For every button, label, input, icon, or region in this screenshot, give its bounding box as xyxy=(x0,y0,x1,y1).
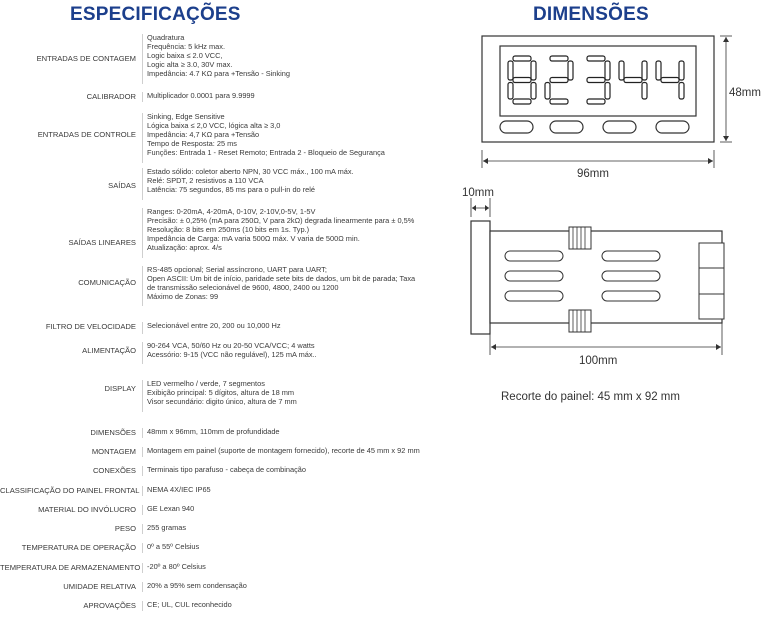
spec-row xyxy=(0,486,440,496)
spec-value-line: Logic baixa ≤ 2.0 VCC, xyxy=(147,50,223,60)
spec-divider xyxy=(142,601,143,611)
spec-divider xyxy=(142,447,143,457)
spec-row xyxy=(0,524,440,534)
spec-value xyxy=(147,563,447,572)
spec-value-line: 0º a 55º Celsius xyxy=(147,542,200,551)
spec-divider xyxy=(142,380,143,412)
spec-divider xyxy=(142,92,143,102)
spec-label: CONEXÕES xyxy=(92,466,136,475)
spec-value-line: Selecionável entre 20, 200 ou 10,000 Hz xyxy=(147,321,281,330)
spec-label: SAÍDAS LINEARES xyxy=(68,238,136,247)
spec-divider xyxy=(142,543,143,553)
spec-value-line: Sinking, Edge Sensitive xyxy=(147,112,225,121)
spec-value xyxy=(147,92,447,101)
spec-value-line: 90-264 VCA, 50/60 Hz ou 20-50 VCA/VCC; 4 watts xyxy=(147,341,315,350)
spec-row xyxy=(0,466,440,476)
display-segment xyxy=(531,83,536,100)
spec-value-line: Atualização: aprox. 4/s xyxy=(147,242,222,252)
display-segment xyxy=(605,83,610,100)
spec-divider xyxy=(142,524,143,534)
spec-label: COMUNICAÇÃO xyxy=(78,278,136,287)
display-segment xyxy=(513,99,531,104)
display-segment xyxy=(605,61,610,80)
spec-divider xyxy=(142,208,143,258)
display-segment xyxy=(508,83,513,100)
spec-value xyxy=(147,582,447,591)
display-segment xyxy=(656,61,661,80)
spec-row xyxy=(0,113,440,163)
top-connector xyxy=(569,227,591,249)
spec-row xyxy=(0,601,440,611)
spec-divider xyxy=(142,342,143,364)
spec-value xyxy=(147,342,447,360)
spec-value-line: Multiplicador 0.0001 para 9.9999 xyxy=(147,91,255,100)
spec-value xyxy=(147,428,447,437)
spec-divider xyxy=(142,486,143,496)
spec-label: PESO xyxy=(114,524,136,533)
spec-value-line: Visor secundário: digito único, altura de 7 mm xyxy=(147,396,297,406)
spec-value-line: Estado sólido: coletor aberto NPN, 30 VCC máx., 100 mA máx. xyxy=(147,167,354,176)
front-button-2 xyxy=(550,121,583,133)
spec-value-line: Quadratura xyxy=(147,33,185,42)
depth-offset-label: 10mm xyxy=(462,187,494,199)
spec-label: CLASSIFICAÇÃO DO PAINEL FRONTAL xyxy=(0,486,140,495)
spec-row xyxy=(0,543,440,553)
spec-value-line: Impedância de Carga: mA varia 500Ω máx. V varia de 500Ω min. xyxy=(147,233,360,243)
spec-value-line: -20º a 80º Celsius xyxy=(147,562,206,571)
depth-dimension-label: 100mm xyxy=(579,355,618,367)
spec-value xyxy=(147,466,447,475)
spec-row xyxy=(0,582,440,592)
front-button-4 xyxy=(656,121,689,133)
spec-value-line: RS-485 opcional; Serial assíncrono, UART para UART; xyxy=(147,265,327,274)
front-button-3 xyxy=(603,121,636,133)
spec-value xyxy=(147,168,447,195)
spec-divider xyxy=(142,505,143,515)
display-segment xyxy=(513,56,531,61)
spec-row xyxy=(0,92,440,102)
spec-value-line: Impedância: 4.7 KΩ para +Tensão - Sinking xyxy=(147,68,290,78)
spec-divider xyxy=(142,113,143,163)
spec-row xyxy=(0,342,440,364)
display-segment xyxy=(661,78,679,83)
spec-label: ALIMENTAÇÃO xyxy=(82,346,136,355)
spec-divider xyxy=(142,466,143,476)
spec-row xyxy=(0,168,440,200)
spec-row xyxy=(0,34,440,84)
spec-value-line: Exibição principal: 5 dígitos, altura de 18 mm xyxy=(147,387,295,397)
spec-value-line: CE; UL, CUL reconhecido xyxy=(147,600,232,609)
spec-value-line: NEMA 4X/IEC IP65 xyxy=(147,485,211,494)
spec-divider xyxy=(142,34,143,84)
spec-value-line: Máximo de Zonas: 99 xyxy=(147,291,219,301)
spec-label: ENTRADAS DE CONTAGEM xyxy=(36,54,136,63)
spec-row xyxy=(0,322,440,334)
spec-label: MATERIAL DO INVÓLUCRO xyxy=(38,505,136,514)
spec-value-line: Acessório: 9-15 (VCC não regulável), 125 mA máx.. xyxy=(147,349,317,359)
spec-divider xyxy=(142,168,143,200)
spec-value-line: 48mm x 96mm, 110mm de profundidade xyxy=(147,427,280,436)
spec-value-line: Ranges: 0-20mA, 4-20mA, 0-10V, 2-10V,0-5V, 1-5V xyxy=(147,207,316,216)
spec-divider xyxy=(142,266,143,306)
spec-value xyxy=(147,524,447,533)
display-segment xyxy=(545,83,550,100)
spec-label: SAÍDAS xyxy=(108,181,136,190)
spec-label: DIMENSÕES xyxy=(90,428,136,437)
spec-value-line: Resolução: 8 bits em 250ms (10 bits em 1s. Typ.) xyxy=(147,224,310,234)
spec-value-line: de transmissão selecionável de 9600, 4800, 2400 ou 1200 xyxy=(147,282,339,292)
spec-value-line: Relé: SPDT, 2 resistivos a 110 VCA xyxy=(147,175,264,185)
spec-row xyxy=(0,447,440,457)
spec-row xyxy=(0,505,440,515)
height-dimension-label: 48mm xyxy=(729,87,761,99)
front-view-diagram xyxy=(470,24,760,184)
spec-value xyxy=(147,113,447,157)
spec-label: APROVAÇÕES xyxy=(83,601,136,610)
spec-value-line: Tempo de Resposta: 25 ms xyxy=(147,138,237,148)
spec-value-line: Logic alta ≥ 3.0, 30V max. xyxy=(147,59,233,69)
display-segment xyxy=(550,56,568,61)
spec-row xyxy=(0,208,440,258)
spec-value xyxy=(147,447,447,456)
spec-label: UMIDADE RELATIVA xyxy=(63,582,136,591)
specifications-title: ESPECIFICAÇÕES xyxy=(70,4,241,25)
spec-value-line: Montagem em painel (suporte de montagem fornecido), recorte de 45 mm x 92 mm xyxy=(147,446,420,455)
spec-label: DISPLAY xyxy=(104,384,136,393)
display-segment xyxy=(550,78,568,83)
spec-label: CALIBRADOR xyxy=(86,92,136,101)
width-dimension-label: 96mm xyxy=(577,168,609,180)
rear-terminal-block xyxy=(699,243,724,319)
panel-cutout-label: Recorte do painel: 45 mm x 92 mm xyxy=(501,391,680,403)
dimensions-title: DIMENSÕES xyxy=(533,4,649,25)
spec-divider xyxy=(142,428,143,438)
spec-value-line: 20% a 95% sem condensação xyxy=(147,581,247,590)
display-segment xyxy=(624,78,642,83)
spec-divider xyxy=(142,563,143,573)
display-segment xyxy=(587,99,605,104)
spec-value-line: Open ASCII: Um bit de início, paridade sete bits de dados, um bit de parada; Taxa xyxy=(147,273,416,283)
spec-label: FILTRO DE VELOCIDADE xyxy=(45,322,136,331)
spec-label: ENTRADAS DE CONTROLE xyxy=(37,130,136,139)
spec-value-line: Terminais tipo parafuso - cabeça de combinação xyxy=(147,465,306,474)
spec-label: TEMPERATURA DE ARMAZENAMENTO xyxy=(0,563,141,572)
spec-value xyxy=(147,266,447,302)
spec-row xyxy=(0,563,440,573)
spec-value-line: LED vermelho / verde, 7 segmentos xyxy=(147,379,265,388)
spec-value xyxy=(147,380,447,407)
display-segment xyxy=(568,61,573,80)
side-bezel xyxy=(471,221,490,334)
spec-value-line: Frequência: 5 kHz max. xyxy=(147,41,226,51)
front-button-1 xyxy=(500,121,533,133)
spec-divider xyxy=(142,582,143,592)
display-segment xyxy=(679,83,684,100)
display-segment xyxy=(508,61,513,80)
display-segment xyxy=(513,78,531,83)
spec-value-line: Precisão: ± 0,25% (mA para 250Ω, V para 2kΩ) degrada linearmente para ± 0,5% xyxy=(147,215,415,225)
spec-value-line: Impedância: 4,7 KΩ para +Tensão xyxy=(147,129,260,139)
spec-value xyxy=(147,601,447,610)
spec-value xyxy=(147,486,447,495)
spec-value-line: GE Lexan 940 xyxy=(147,504,195,513)
display-segment xyxy=(679,61,684,80)
spec-row xyxy=(0,266,440,306)
spec-value-line: Latência: 75 segundos, 85 ms para o pull-in do relé xyxy=(147,184,316,194)
display-segment xyxy=(587,56,605,61)
spec-value-line: Lógica baixa ≤ 2,0 VCC, lógica alta ≥ 3,0 xyxy=(147,120,281,130)
spec-row xyxy=(0,428,440,438)
spec-value xyxy=(147,34,447,78)
display-segment xyxy=(619,61,624,80)
spec-value xyxy=(147,505,447,514)
spec-label: TEMPERATURA DE OPERAÇÃO xyxy=(21,543,136,552)
bottom-connector xyxy=(569,310,591,332)
spec-value-line: Funções: Entrada 1 - Reset Remoto; Entrada 2 - Bloqueio de Segurança xyxy=(147,147,385,157)
display-segment xyxy=(587,78,605,83)
spec-value xyxy=(147,543,447,552)
display-segment xyxy=(531,61,536,80)
spec-value xyxy=(147,208,447,252)
spec-divider xyxy=(142,322,143,334)
display-segment xyxy=(642,61,647,80)
spec-label: MONTAGEM xyxy=(91,447,136,456)
spec-value xyxy=(147,322,447,331)
display-segment xyxy=(550,99,568,104)
spec-row xyxy=(0,380,440,412)
spec-value-line: 255 gramas xyxy=(147,523,187,532)
display-segment xyxy=(642,83,647,100)
